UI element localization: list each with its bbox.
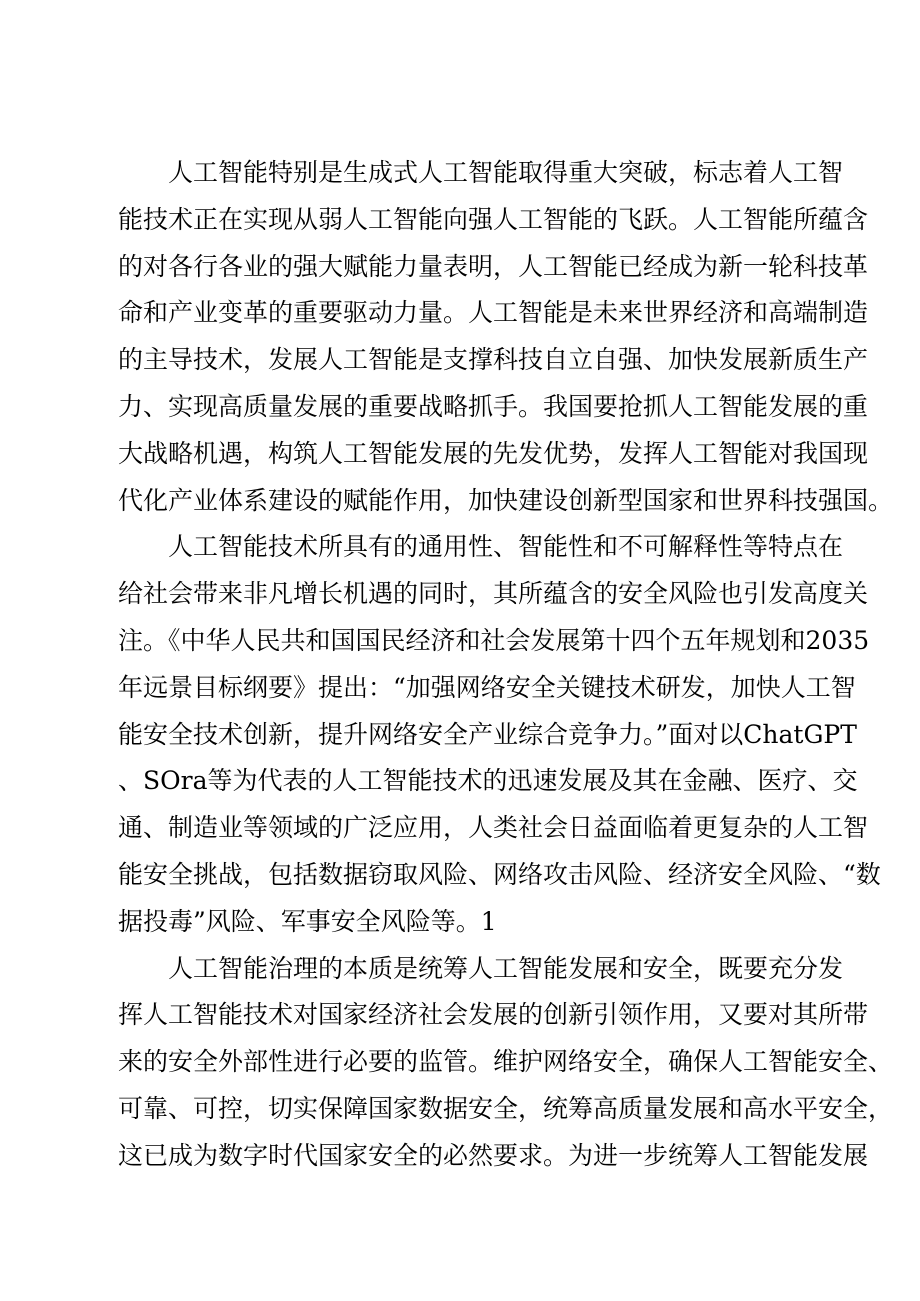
paragraph-2 — [118, 524, 881, 945]
text-line: 能安全挑战，包括数据窃取风险、网络攻击风险、经济安全风险、“数 — [118, 859, 881, 889]
text-line: 年远景目标纲要》提出：“加强网络安全关键技术研发，加快人工智 — [118, 672, 856, 702]
text-line: 可靠、可控，切实保障国家数据安全，统筹高质量发展和高水平安全， — [118, 1093, 894, 1123]
text-line: 挥人工智能技术对国家经济社会发展的创新引领作用，又要对其所带 — [118, 1000, 869, 1030]
text-line: 能技术正在实现从弱人工智能向强人工智能的飞跃。人工智能所蕴含 — [118, 204, 869, 234]
text-line: 来的安全外部性进行必要的监管。维护网络安全，确保人工智能安全、 — [118, 1047, 894, 1077]
text-line: 、SOra等为代表的人工智能技术的迅速发展及其在金融、医疗、交 — [118, 766, 858, 796]
document-body — [118, 150, 894, 1180]
paragraph-1 — [118, 150, 894, 524]
text-line: 能安全技术创新，提升网络安全产业综合竞争力。”面对以ChatGPT — [118, 719, 857, 749]
text-line: 注。《中华人民共和国国民经济和社会发展第十四个五年规划和2035 — [118, 625, 870, 655]
text-line: 代化产业体系建设的赋能作用，加快建设创新型国家和世界科技强国。 — [118, 485, 894, 515]
text-line: 大战略机遇，构筑人工智能发展的先发优势，发挥人工智能对我国现 — [118, 438, 869, 468]
text-line: 力、实现高质量发展的重要战略抓手。我国要抢抓人工智能发展的重 — [118, 391, 869, 421]
paragraph-3 — [118, 946, 894, 1180]
text-line: 这已成为数字时代国家安全的必然要求。为进一步统筹人工智能发展 — [118, 1140, 869, 1170]
text-line: 的对各行各业的强大赋能力量表明，人工智能已经成为新一轮科技革 — [118, 251, 869, 281]
text-line: 给社会带来非凡增长机遇的同时，其所蕴含的安全风险也引发高度关 — [118, 579, 869, 609]
text-line: 人工智能技术所具有的通用性、智能性和不可解释性等特点在 — [168, 532, 844, 562]
text-line: 命和产业变革的重要驱动力量。人工智能是未来世界经济和高端制造 — [118, 298, 869, 328]
text-line: 人工智能治理的本质是统筹人工智能发展和安全，既要充分发 — [168, 953, 844, 983]
text-line: 人工智能特别是生成式人工智能取得重大突破，标志着人工智 — [168, 158, 844, 187]
text-line: 据投毒”风险、军事安全风险等。1 — [118, 906, 497, 936]
text-line: 通、制造业等领域的广泛应用，人类社会日益面临着更复杂的人工智 — [118, 813, 869, 843]
text-line: 的主导技术，发展人工智能是支撑科技自立自强、加快发展新质生产 — [118, 345, 869, 375]
